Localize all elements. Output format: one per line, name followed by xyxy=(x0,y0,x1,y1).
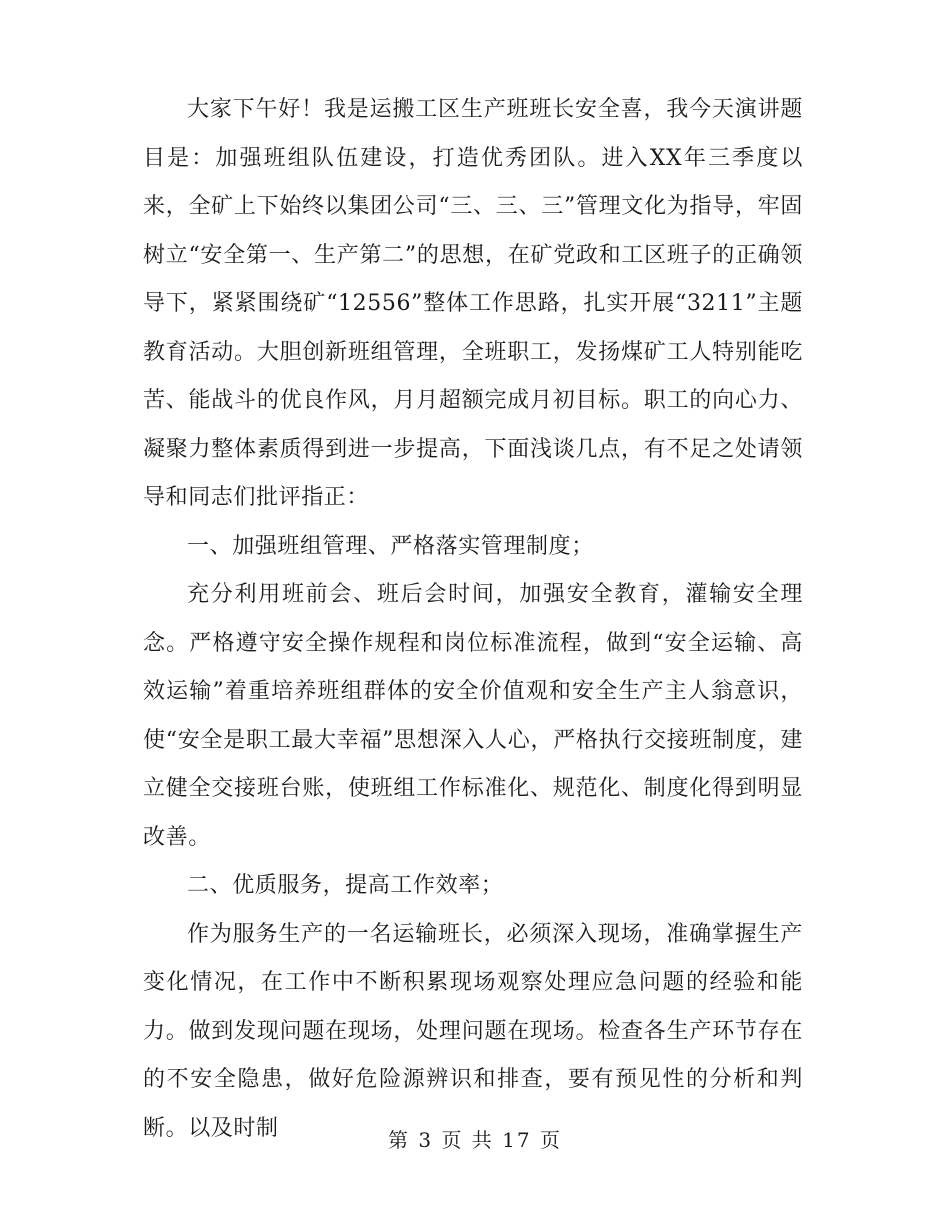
intro-paragraph: 大家下午好！我是运搬工区生产班班长安全喜，我今天演讲题目是：加强班组队伍建设，打造优秀团队。进入XX年三季度以来，全矿上下始终以集团公司“三、三、三”管理文化为指导，牢固树立“安全第一、生产第二”的思想，在矿党政和工区班子的正确领导下，紧紧围绕矿“12556”整体工作思路，扎实开展“3211”主题教育活动。大胆创新班组管理，全班职工，发扬煤矿工人特别能吃苦、能战斗的优良作风，月月超额完成月初目标。职工的向心力、凝聚力整体素质得到进一步提高，下面浅谈几点，有不足之处请领导和同志们批评指正： xyxy=(143,97,803,510)
document-body xyxy=(143,86,803,1153)
section-paragraph-2: 作为服务生产的一名运输班长，必须深入现场，准确掌握生产变化情况，在工作中不断积累现场观察处理应急问题的经验和能力。做到发现问题在现场，处理问题在现场。检查各生产环节存在的不安全隐患，做好危险源辨识和排查，要有预见性的分析和判断。以及时制 xyxy=(143,921,803,1141)
section-heading-1: 一、加强班组管理、严格落实管理制度； xyxy=(187,533,594,559)
page-number-footer: 第 3 页 共 17 页 xyxy=(388,1128,562,1152)
section-paragraph-1: 充分利用班前会、班后会时间，加强安全教育，灌输安全理念。严格遵守安全操作规程和岗位标准流程，做到“安全运输、高效运输”着重培养班组群体的安全价值观和安全生产主人翁意识，使“安全是职工最大幸福”思想深入人心，严格执行交接班制度，建立健全交接班台账，使班组工作标准化、规范化、制度化得到明显改善。 xyxy=(143,582,803,850)
section-heading-2: 二、优质服务，提高工作效率； xyxy=(187,873,504,898)
